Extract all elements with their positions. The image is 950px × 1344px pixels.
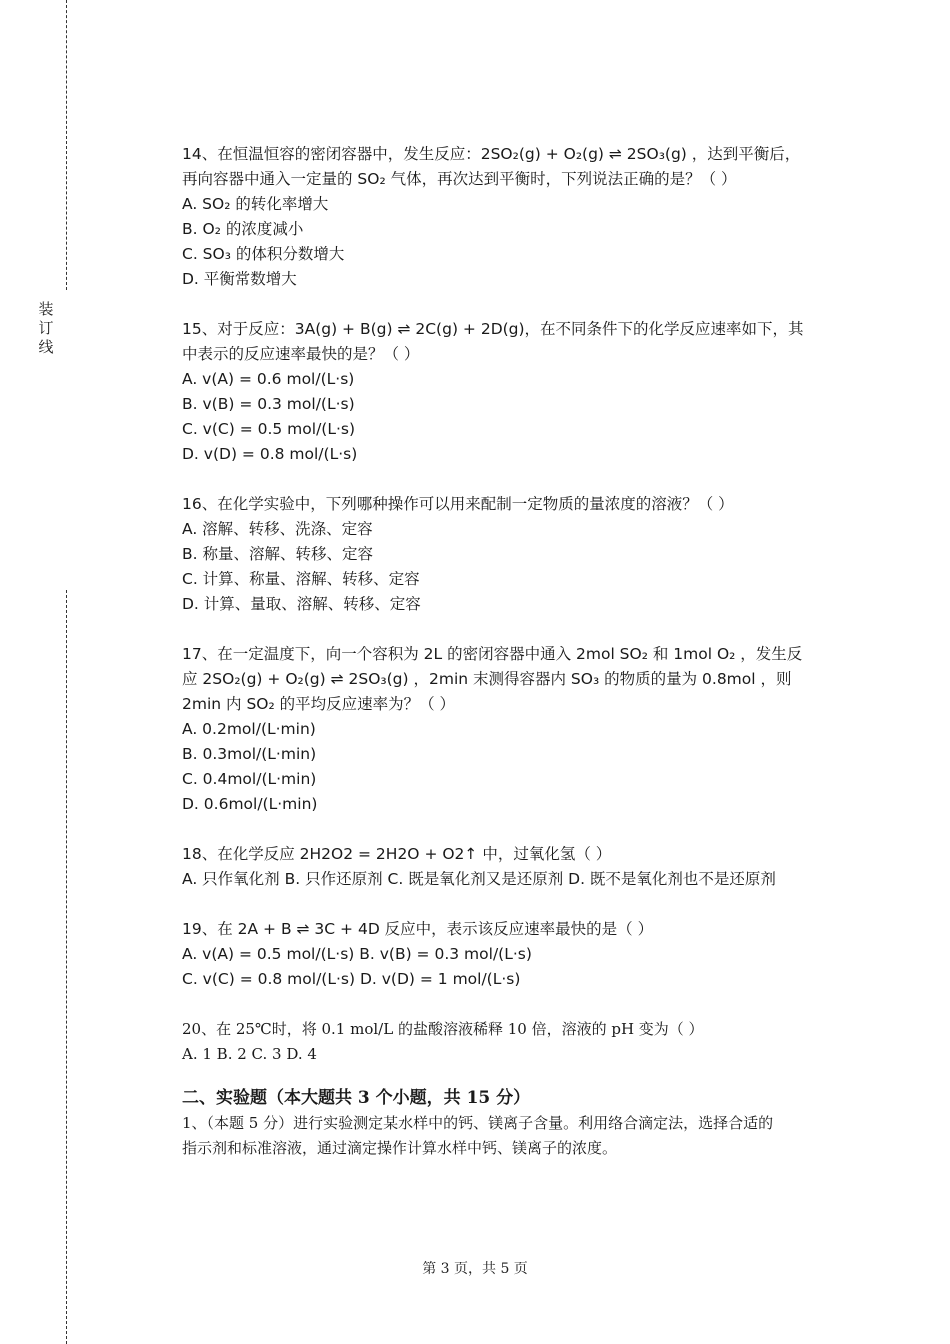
option-b: B. 0.3mol/(L·min) (182, 745, 317, 763)
options-line: A. v(A) = 0.5 mol/(L·s) B. v(B) = 0.3 mol/(L·s) (182, 945, 532, 963)
exam-content (182, 142, 842, 1161)
question-15 (182, 317, 842, 467)
section-title: 二、实验题（本大题共 3 个小题，共 15 分） (182, 1088, 531, 1108)
option-a: A. 0.2mol/(L·min) (182, 720, 316, 738)
question-text: 18、在化学反应 2H2O2 = 2H2O + O2↑ 中，过氧化氢（ ） (182, 845, 612, 863)
question-19 (182, 917, 842, 992)
question-text: 15、对于反应：3A(g) + B(g) ⇌ 2C(g) + 2D(g)，在不同条件下的化学反应速率如下，其 (182, 320, 804, 338)
question-14 (182, 142, 842, 292)
question-text: 再向容器中通入一定量的 SO₂ 气体，再次达到平衡时，下列说法正确的是？（ ） (182, 170, 737, 188)
option-d: D. 0.6mol/(L·min) (182, 795, 318, 813)
question-text: 2min 内 SO₂ 的平均反应速率为？（ ） (182, 695, 456, 713)
options-line: A. 只作氧化剂 B. 只作还原剂 C. 既是氧化剂又是还原剂 D. 既不是氧化剂也不是还原剂 (182, 870, 776, 888)
section-question-text: 指示剂和标准溶液，通过滴定操作计算水样中钙、镁离子的浓度。 (182, 1139, 618, 1157)
question-text: 20、在 25℃时，将 0.1 mol/L 的盐酸溶液稀释 10 倍，溶液的 pH 变为（ ） (182, 1020, 704, 1038)
option-d: D. 平衡常数增大 (182, 270, 297, 288)
question-20 (182, 1017, 842, 1067)
section-question-text: 1、（本题 5 分）进行实验测定某水样中的钙、镁离子含量。利用络合滴定法，选择合适的 (182, 1114, 774, 1132)
question-18 (182, 842, 842, 892)
question-text: 14、在恒温恒容的密闭容器中，发生反应：2SO₂(g) + O₂(g) ⇌ 2SO₃(g) ，达到平衡后， (182, 145, 801, 163)
question-text: 17、在一定温度下，向一个容积为 2L 的密闭容器中通入 2mol SO₂ 和 1mol O₂ ，发生反 (182, 645, 803, 663)
option-c: C. SO₃ 的体积分数增大 (182, 245, 345, 263)
question-16 (182, 492, 842, 617)
binding-dashed-line-top (66, 0, 67, 290)
question-text: 19、在 2A + B ⇌ 3C + 4D 反应中，表示该反应速率最快的是（ ） (182, 920, 654, 938)
question-text: 16、在化学实验中，下列哪种操作可以用来配制一定物质的量浓度的溶液？（ ） (182, 495, 734, 513)
option-b: B. O₂ 的浓度减小 (182, 220, 304, 238)
option-c: C. 0.4mol/(L·min) (182, 770, 317, 788)
option-c: C. 计算、称量、溶解、转移、定容 (182, 570, 420, 588)
option-a: A. 溶解、转移、洗涤、定容 (182, 520, 373, 538)
option-d: D. 计算、量取、溶解、转移、定容 (182, 595, 421, 613)
option-b: B. 称量、溶解、转移、定容 (182, 545, 373, 563)
option-c: C. v(C) = 0.5 mol/(L·s) (182, 420, 356, 438)
option-d: D. v(D) = 0.8 mol/(L·s) (182, 445, 358, 463)
page-footer: 第 3 页，共 5 页 (422, 1261, 528, 1277)
option-a: A. SO₂ 的转化率增大 (182, 195, 329, 213)
options-line: C. v(C) = 0.8 mol/(L·s) D. v(D) = 1 mol/(L·s) (182, 970, 521, 988)
question-text: 应 2SO₂(g) + O₂(g) ⇌ 2SO₃(g) ，2min 末测得容器内 SO₃ 的物质的量为 0.8mol ，则 (182, 670, 792, 688)
options-line: A. 1 B. 2 C. 3 D. 4 (182, 1045, 317, 1063)
binding-label: 装订线 (38, 300, 54, 356)
question-text: 中表示的反应速率最快的是？（ ） (182, 345, 420, 363)
binding-dashed-line-bottom (66, 590, 67, 1344)
question-17 (182, 642, 842, 817)
option-a: A. v(A) = 0.6 mol/(L·s) (182, 370, 355, 388)
option-b: B. v(B) = 0.3 mol/(L·s) (182, 395, 355, 413)
